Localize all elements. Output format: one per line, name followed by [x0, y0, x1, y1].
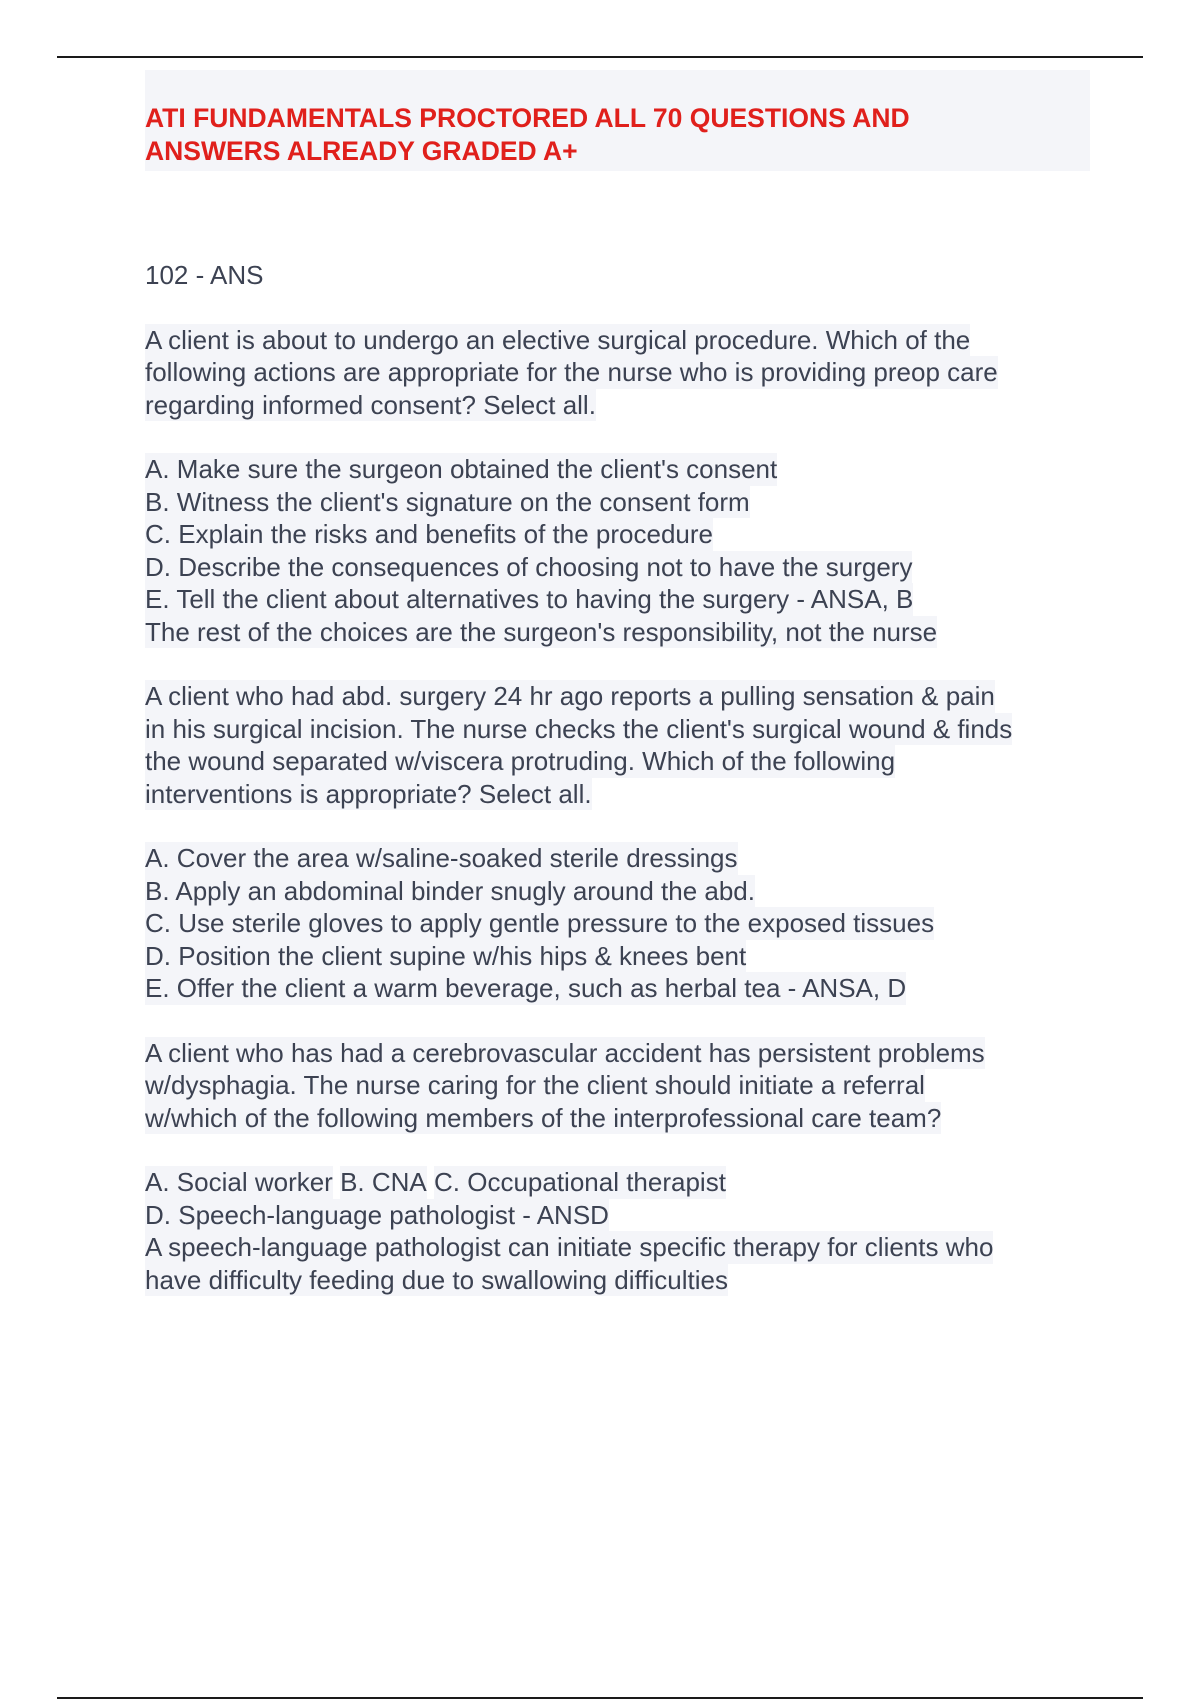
stem-line: the wound separated w/viscera protruding. Which of the following — [145, 746, 896, 776]
document-body — [145, 70, 1090, 1328]
option-line: C. Occupational therapist — [434, 1167, 726, 1197]
stem-line: regarding informed consent? Select all. — [145, 389, 596, 420]
option-line: D. Position the client supine w/his hips & knees bent — [145, 940, 747, 971]
option-line: A. Cover the area w/saline-soaked sterile dressings — [145, 843, 738, 873]
bottom-rule — [57, 1697, 1143, 1699]
stem-line: A client is about to undergo an elective surgical procedure. Which of the — [145, 324, 971, 355]
option-line: B. Witness the client's signature on the consent form — [145, 486, 750, 517]
document-title — [145, 102, 1090, 167]
stem-line: following actions are appropriate for the nurse who is providing preop care — [145, 357, 998, 387]
question-3-options — [145, 1166, 1090, 1296]
rationale-line: A speech-language pathologist can initiate specific therapy for clients who — [145, 1232, 994, 1262]
option-line: B. Apply an abdominal binder snugly around the abd. — [145, 875, 755, 906]
title-line: ATI FUNDAMENTALS PROCTORED ALL 70 QUESTIONS AND — [145, 103, 910, 133]
stem-line: in his surgical incision. The nurse checks the client's surgical wound & finds — [145, 713, 1013, 744]
option-line: D. Describe the consequences of choosing not to have the surgery — [145, 551, 913, 582]
stem-line: A client who had abd. surgery 24 hr ago reports a pulling sensation & pain — [145, 681, 995, 711]
question-1-stem — [145, 324, 1090, 422]
option-line: C. Use sterile gloves to apply gentle pressure to the exposed tissues — [145, 908, 935, 938]
question-3-stem — [145, 1037, 1090, 1135]
option-line: A. Social worker — [145, 1167, 333, 1197]
question-1-options — [145, 453, 1090, 648]
stem-line: w/dysphagia. The nurse caring for the client should initiate a referral — [145, 1070, 925, 1100]
option-line: C. Explain the risks and benefits of the procedure — [145, 519, 713, 549]
option-line: E. Offer the client a warm beverage, such as herbal tea - ANSA, D — [145, 973, 907, 1003]
rationale-line: have difficulty feeding due to swallowing difficulties — [145, 1264, 728, 1295]
option-line: B. CNA — [340, 1167, 427, 1197]
stem-line: A client who has had a cerebrovascular accident has persistent problems — [145, 1037, 985, 1068]
option-line: D. Speech-language pathologist - ANSD — [145, 1199, 609, 1230]
top-rule — [57, 56, 1143, 58]
title-line: ANSWERS ALREADY GRADED A+ — [145, 135, 578, 166]
stem-line: interventions is appropriate? Select all. — [145, 778, 592, 809]
intro-line: 102 - ANS — [145, 260, 264, 290]
rationale-line: The rest of the choices are the surgeon's responsibility, not the nurse — [145, 616, 938, 647]
option-line: A. Make sure the surgeon obtained the client's consent — [145, 454, 778, 484]
title-block — [145, 70, 1090, 171]
question-2-stem — [145, 680, 1090, 810]
stem-line: w/which of the following members of the interprofessional care team? — [145, 1102, 942, 1133]
question-2-options — [145, 842, 1090, 1005]
option-line: E. Tell the client about alternatives to having the surgery - ANSA, B — [145, 584, 914, 614]
